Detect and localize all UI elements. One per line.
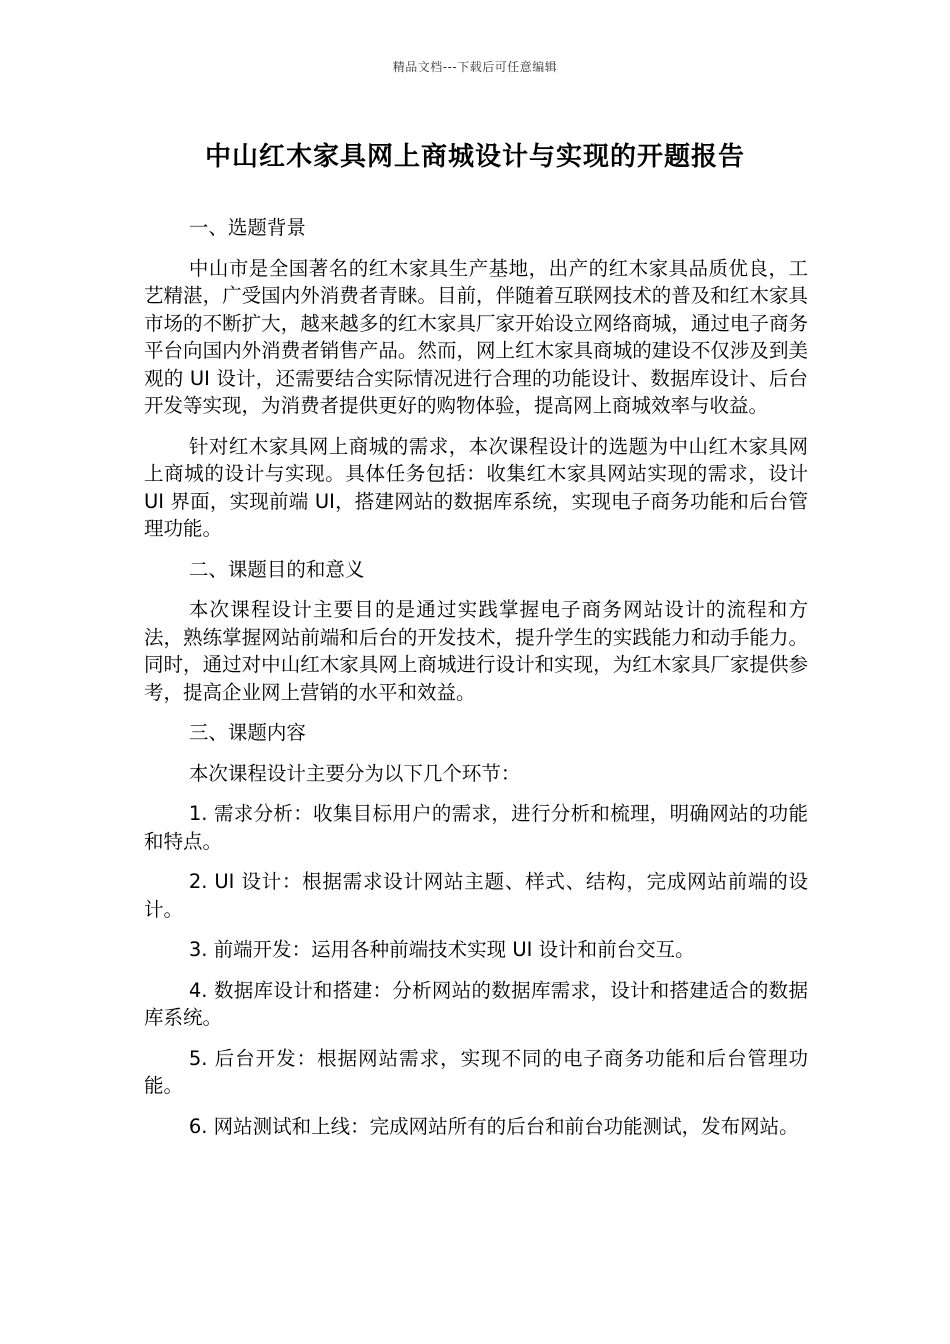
section-heading-background: 一、选题背景: [188, 216, 306, 239]
paragraph-background-2: 针对红木家具网上商城的需求，本次课程设计的选题为中山红木家具网上商城的设计与实现。具体任务包括：收集红木家具网站实现的需求，设计 UI 界面，实现前端 UI，搭建网站的数据库系统，实现电子商务功能和后台管理功能。: [144, 434, 808, 540]
document-title: 中山红木家具网上商城设计与实现的开题报告: [204, 142, 745, 172]
paragraph-content-intro: 本次课程设计主要分为以下几个环节：: [188, 761, 521, 785]
list-item: 3. 前端开发：运用各种前端技术实现 UI 设计和前台交互。: [188, 938, 695, 961]
paragraph-background-1: 中山市是全国著名的红木家具生产基地，出产的红木家具品质优良，工艺精湛，广受国内外消费者青睐。目前，伴随着互联网技术的普及和红木家具市场的不断扩大，越来越多的红木家具厂家开始设立网络商城，通过电子商务平台向国内外消费者销售产品。然而，网上红木家具商城的建设不仅涉及到美观的 UI 设计，还需要结合实际情况进行合理的功能设计、数据库设计、后台开发等实现，为消费者提供更好的购物体验，提高网上商城效率与收益。: [144, 256, 808, 417]
list-item: 1. 需求分析：收集目标用户的需求，进行分析和梳理，明确网站的功能和特点。: [144, 802, 808, 853]
section-heading-content: 三、课题内容: [188, 721, 306, 744]
section-heading-purpose: 二、课题目的和意义: [188, 557, 365, 581]
header-note: 精品文档---下载后可任意编辑: [392, 60, 558, 74]
list-item: 5. 后台开发：根据网站需求，实现不同的电子商务功能和后台管理功能。: [144, 1046, 808, 1097]
paragraph-purpose: 本次课程设计主要目的是通过实践掌握电子商务网站设计的流程和方法，熟练掌握网站前端和后台的开发技术，提升学生的实践能力和动手能力。同时，通过对中山红木家具网上商城进行设计和实现，为红木家具厂家提供参考，提高企业网上营销的水平和效益。: [144, 598, 808, 704]
list-item: 4. 数据库设计和搭建：分析网站的数据库需求，设计和搭建适合的数据库系统。: [144, 978, 808, 1029]
document-body: [144, 214, 808, 1153]
list-item: 2. UI 设计：根据需求设计网站主题、样式、结构，完成网站前端的设计。: [144, 870, 808, 921]
list-item: 6. 网站测试和上线：完成网站所有的后台和前台功能测试，发布网站。: [188, 1114, 799, 1138]
